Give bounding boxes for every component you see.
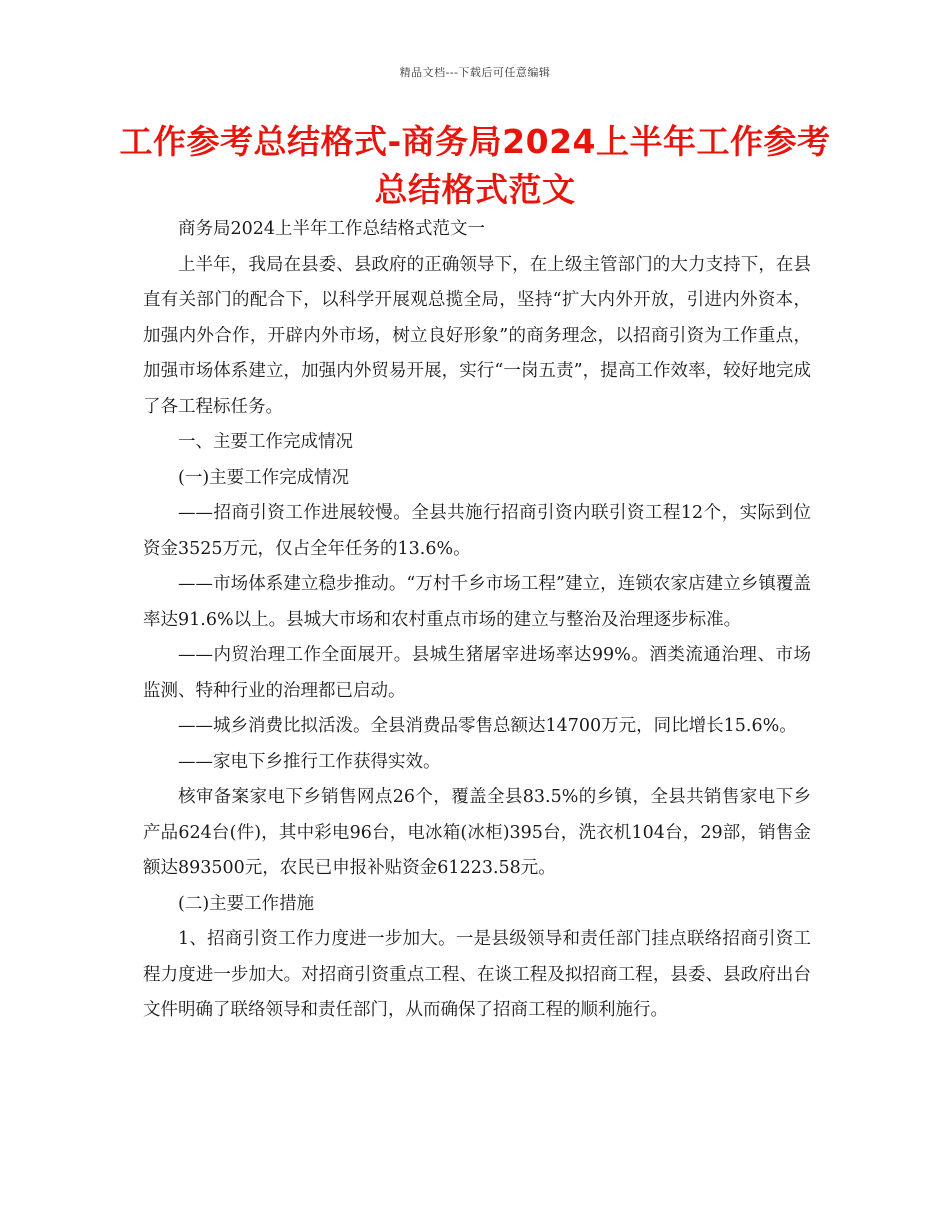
- paragraph-measures-1: 1、招商引资工作力度进一步加大。一是县级领导和责任部门挂点联络招商引资工程力度进一步加大。对招商引资重点工程、在谈工程及拟招商工程，县委、县政府出台文件明确了联络领导和责任部门，从而确保了招商工程的顺利施行。: [143, 929, 811, 1020]
- document-title: 工作参考总结格式-商务局2024上半年工作参考总结格式范文: [119, 122, 831, 209]
- subsection-heading-2: (二)主要工作措施: [178, 893, 315, 914]
- paragraph-appliances: ——家电下乡推行工作获得实效。: [178, 751, 441, 772]
- document-body: [143, 212, 811, 1029]
- subsection-heading-1: (一)主要工作完成情况: [178, 467, 350, 488]
- paragraph-appliance-details: 核审备案家电下乡销售网点26个，覆盖全县83.5%的乡镇，全县共销售家电下乡产品624台(件)，其中彩电96台，电冰箱(冰柜)395台，洗衣机104台，29部，销售金额达893500元，农民已申报补贴资金61223.58元。: [143, 787, 811, 878]
- paragraph-market-system: ——市场体系建立稳步推动。“万村千乡市场工程”建立，连锁农家店建立乡镇覆盖率达91.6%以上。县城大市场和农村重点市场的建立与整治及治理逐步标准。: [143, 574, 811, 630]
- intro-paragraph: 上半年，我局在县委、县政府的正确领导下，在上级主管部门的大力支持下，在县直有关部门的配合下，以科学开展观总揽全局，坚持“扩大内外开放，引进内外资本，加强内外合作，开辟内外市场，树立良好形象”的商务理念，以招商引资为工作重点，加强市场体系建立，加强内外贸易开展，实行“一岗五责”，提高工作效率，较好地完成了各工程标任务。: [143, 254, 811, 417]
- section-heading-1: 一、主要工作完成情况: [178, 432, 353, 452]
- subtitle-paragraph: 商务局2024上半年工作总结格式范文一: [178, 219, 486, 239]
- paragraph-consumption: ——城乡消费比拟活泼。全县消费品零售总额达14700万元，同比增长15.6%。: [178, 716, 797, 736]
- paragraph-domestic-trade: ——内贸治理工作全面展开。县城生猪屠宰进场率达99%。酒类流通治理、市场监测、特种行业的治理都已启动。: [143, 645, 811, 701]
- page-header: 精品文档---下载后可任意编辑: [399, 66, 551, 79]
- paragraph-investment: ——招商引资工作进展较慢。全县共施行招商引资内联引资工程12个，实际到位资金3525万元，仅占全年任务的13.6%。: [143, 503, 811, 559]
